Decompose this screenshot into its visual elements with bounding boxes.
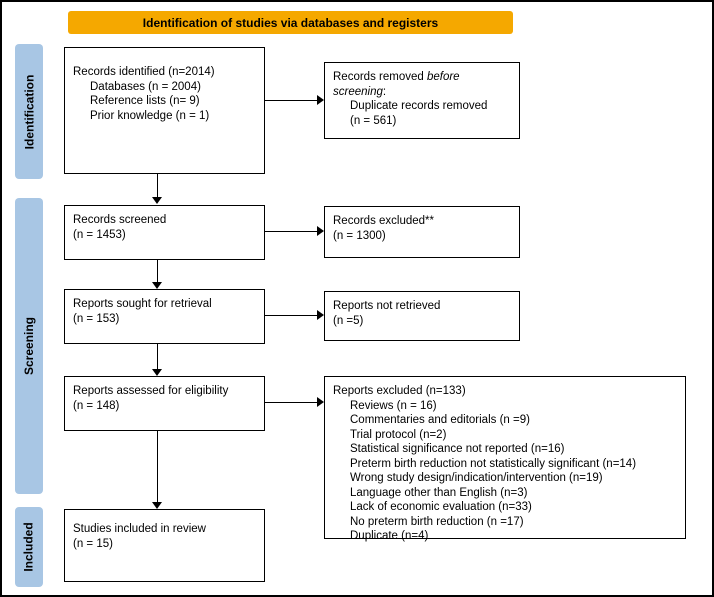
stage-included-text: Included [22, 522, 36, 572]
box-records-excluded [324, 206, 520, 258]
records-excluded-count: (n = 1300) [333, 229, 386, 242]
studies-included-title: Studies included in review [73, 523, 206, 535]
studies-included-count: (n = 15) [73, 537, 113, 550]
records-identified-title: Records identified (n=2014) [73, 66, 215, 78]
stage-label-identification [15, 44, 43, 179]
reports-assessed-title: Reports assessed for eligibility [73, 385, 229, 397]
arrow-down-assessed-to-included [157, 431, 158, 502]
records-removed-count: (n = 561) [350, 114, 397, 127]
records-removed-title [333, 70, 511, 99]
reports-excluded-item: Language other than English (n=3) [350, 486, 528, 499]
reports-excluded-item: Commentaries and editorials (n =9) [350, 414, 530, 426]
reports-excluded-item: Duplicate (n=4) [350, 530, 429, 542]
records-identified-item: Reference lists (n= 9) [90, 95, 200, 107]
box-reports-assessed [64, 376, 265, 431]
arrow-right-assessed-to-reports-excluded [265, 402, 317, 403]
box-records-screened [64, 205, 265, 260]
arrow-down-identified-to-screened [157, 174, 158, 197]
reports-excluded-item: Lack of economic evaluation (n=33) [350, 501, 532, 513]
box-reports-excluded [324, 376, 686, 542]
reports-sought-count: (n = 153) [73, 312, 120, 325]
reports-excluded-item: Statistical significance not reported (n=16) [350, 443, 565, 455]
stage-label-included [15, 507, 43, 587]
reports-excluded-item: Trial protocol (n=2) [350, 428, 447, 441]
stage-identification-text: Identification [22, 74, 37, 149]
records-identified-item: Databases (n = 2004) [90, 80, 201, 93]
records-removed-title-prefix: Records removed [333, 71, 427, 83]
records-excluded-title: Records excluded** [333, 215, 435, 227]
stage-screening-text: Screening [22, 316, 36, 376]
reports-assessed-count: (n = 148) [73, 399, 120, 412]
reports-excluded-item: Reviews (n = 16) [350, 399, 437, 412]
records-screened-count: (n = 1453) [73, 228, 126, 241]
arrow-down-screened-to-sought [157, 260, 158, 282]
reports-excluded-title: Reports excluded (n=133) [333, 385, 466, 397]
box-reports-not-retrieved [324, 291, 520, 341]
box-reports-sought [64, 289, 265, 344]
banner-label: Identification of studies via databases and registers [142, 15, 439, 30]
box-studies-included [64, 509, 265, 582]
records-removed-item: Duplicate records removed [350, 100, 488, 112]
reports-excluded-item: Preterm birth reduction not statistically significant (n=14) [350, 457, 637, 470]
records-screened-title: Records screened [73, 214, 167, 226]
banner-databases-registers [68, 11, 513, 34]
reports-not-retrieved-title: Reports not retrieved [333, 300, 441, 312]
reports-excluded-item: No preterm birth reduction (n =17) [350, 515, 524, 528]
stage-label-screening [15, 198, 43, 494]
records-identified-item: Prior knowledge (n = 1) [90, 109, 210, 122]
records-removed-title-suffix: : [382, 85, 387, 98]
reports-excluded-item: Wrong study design/indication/intervention (n=19) [350, 472, 603, 484]
box-records-identified [64, 47, 265, 174]
records-removed-title-emphasis: before screening [333, 71, 460, 98]
arrow-down-sought-to-assessed [157, 344, 158, 369]
box-records-removed [324, 62, 520, 139]
reports-sought-title: Reports sought for retrieval [73, 298, 212, 310]
arrow-right-screened-to-excluded [265, 231, 317, 232]
arrow-right-sought-to-not-retrieved [265, 315, 317, 316]
reports-not-retrieved-count: (n =5) [333, 314, 364, 327]
arrow-right-identified-to-removed [265, 100, 317, 101]
